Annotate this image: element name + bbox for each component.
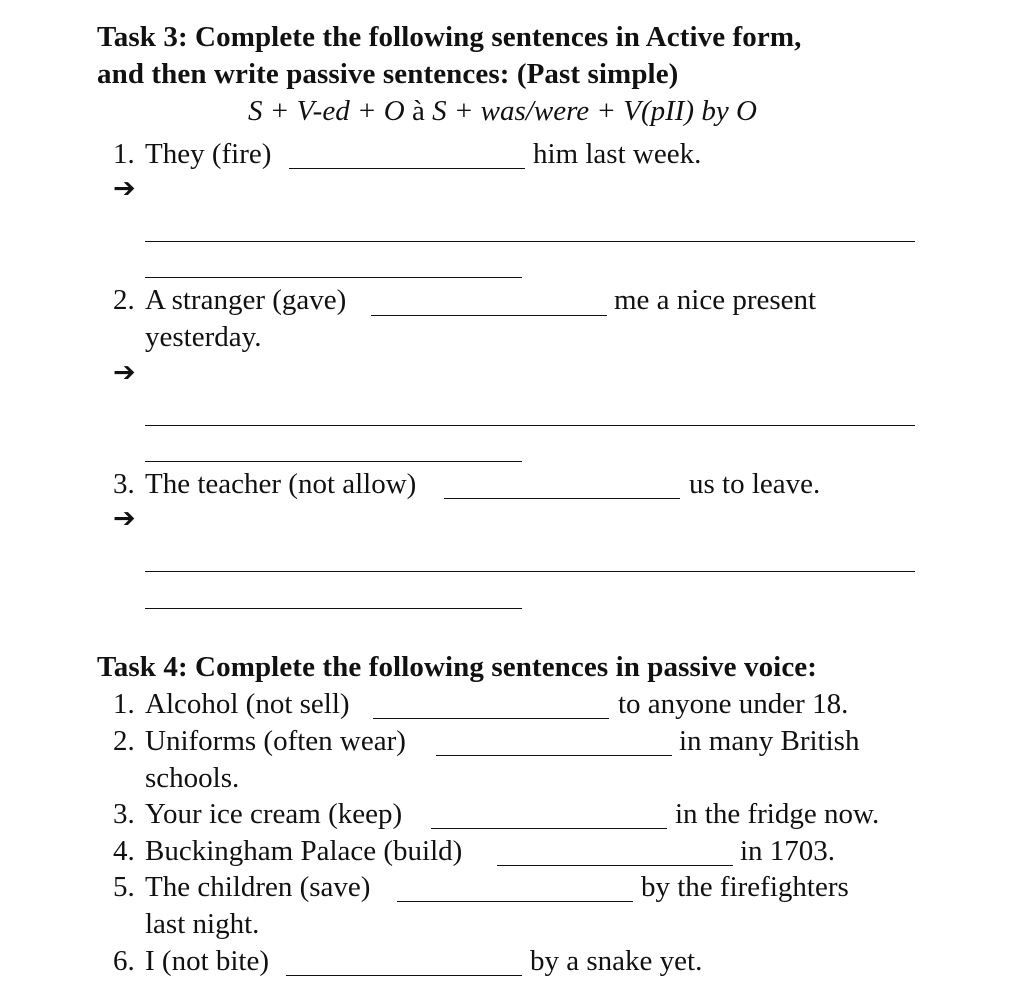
task3-item3-text-after: us to leave. xyxy=(689,468,821,500)
task3-item2-blank[interactable] xyxy=(371,315,607,316)
task4-item2-continuation: schools. xyxy=(145,762,240,794)
task3-item3-blank[interactable] xyxy=(444,498,680,499)
task4-item1-blank[interactable] xyxy=(373,718,609,719)
task4-item6-number: 6. xyxy=(113,945,135,977)
task3-item2-text-before: A stranger (gave) xyxy=(145,284,347,316)
task4-heading: Task 4: Complete the following sentences in passive voice: xyxy=(97,651,818,683)
task4-item6-text-before: I (not bite) xyxy=(145,945,270,977)
task4-item4-text-before: Buckingham Palace (build) xyxy=(145,835,463,867)
task4-item6-text-after: by a snake yet. xyxy=(530,945,703,977)
task3-item2-arrow-icon: ➔ xyxy=(113,357,136,388)
task3-heading-line1: Task 3: Complete the following sentences in Active form, xyxy=(97,21,802,53)
task3-item2-number: 2. xyxy=(113,284,135,316)
task4-item3-text-after: in the fridge now. xyxy=(675,798,880,830)
task3-item1-blank[interactable] xyxy=(289,168,525,169)
task4-item2-blank[interactable] xyxy=(436,755,672,756)
task4-item4-number: 4. xyxy=(113,835,135,867)
task4-item3-number: 3. xyxy=(113,798,135,830)
task3-item1-text-after: him last week. xyxy=(533,138,702,170)
task3-item1-arrow-icon: ➔ xyxy=(113,173,136,204)
task3-item3-answer-line-1[interactable] xyxy=(145,571,915,572)
task4-item5-text-before: The children (save) xyxy=(145,871,371,903)
task4-item4-text-after: in 1703. xyxy=(740,835,836,867)
task4-item2-text-before: Uniforms (often wear) xyxy=(145,725,406,757)
task3-item3-text-before: The teacher (not allow) xyxy=(145,468,417,500)
task3-heading-line2: and then write passive sentences: (Past simple) xyxy=(97,58,679,90)
task4-item1-number: 1. xyxy=(113,688,135,720)
task3-item1-answer-line-2[interactable] xyxy=(145,277,522,278)
task3-item3-number: 3. xyxy=(113,468,135,500)
task3-item1-text-before: They (fire) xyxy=(145,138,272,170)
task3-item1-answer-line-1[interactable] xyxy=(145,241,915,242)
formula-active-part: S + V-ed + O xyxy=(248,95,412,127)
task4-item1-text-after: to anyone under 18. xyxy=(618,688,849,720)
task3-item2-answer-line-2[interactable] xyxy=(145,461,522,462)
task4-item2-number: 2. xyxy=(113,725,135,757)
task3-item2-answer-line-1[interactable] xyxy=(145,425,915,426)
task3-formula xyxy=(248,93,757,129)
task3-item2-text-after: me a nice present xyxy=(614,284,817,316)
task3-item2-continuation: yesterday. xyxy=(145,321,262,353)
task3-item3-answer-line-2[interactable] xyxy=(145,608,522,609)
task4-item1-text-before: Alcohol (not sell) xyxy=(145,688,350,720)
task4-item5-blank[interactable] xyxy=(397,901,633,902)
formula-passive-part: S + was/were + V(pII) by O xyxy=(424,95,757,127)
task4-item5-number: 5. xyxy=(113,871,135,903)
task4-item3-blank[interactable] xyxy=(431,828,667,829)
task4-item6-blank[interactable] xyxy=(286,975,522,976)
formula-arrow-glyph: à xyxy=(411,95,425,127)
task4-item3-text-before: Your ice cream (keep) xyxy=(145,798,403,830)
task4-item5-text-after: by the firefighters xyxy=(641,871,849,903)
task4-item4-blank[interactable] xyxy=(497,865,733,866)
task4-item5-continuation: last night. xyxy=(145,908,260,940)
task4-item2-text-after: in many British xyxy=(679,725,860,757)
task3-item1-number: 1. xyxy=(113,138,135,170)
task3-item3-arrow-icon: ➔ xyxy=(113,503,136,534)
